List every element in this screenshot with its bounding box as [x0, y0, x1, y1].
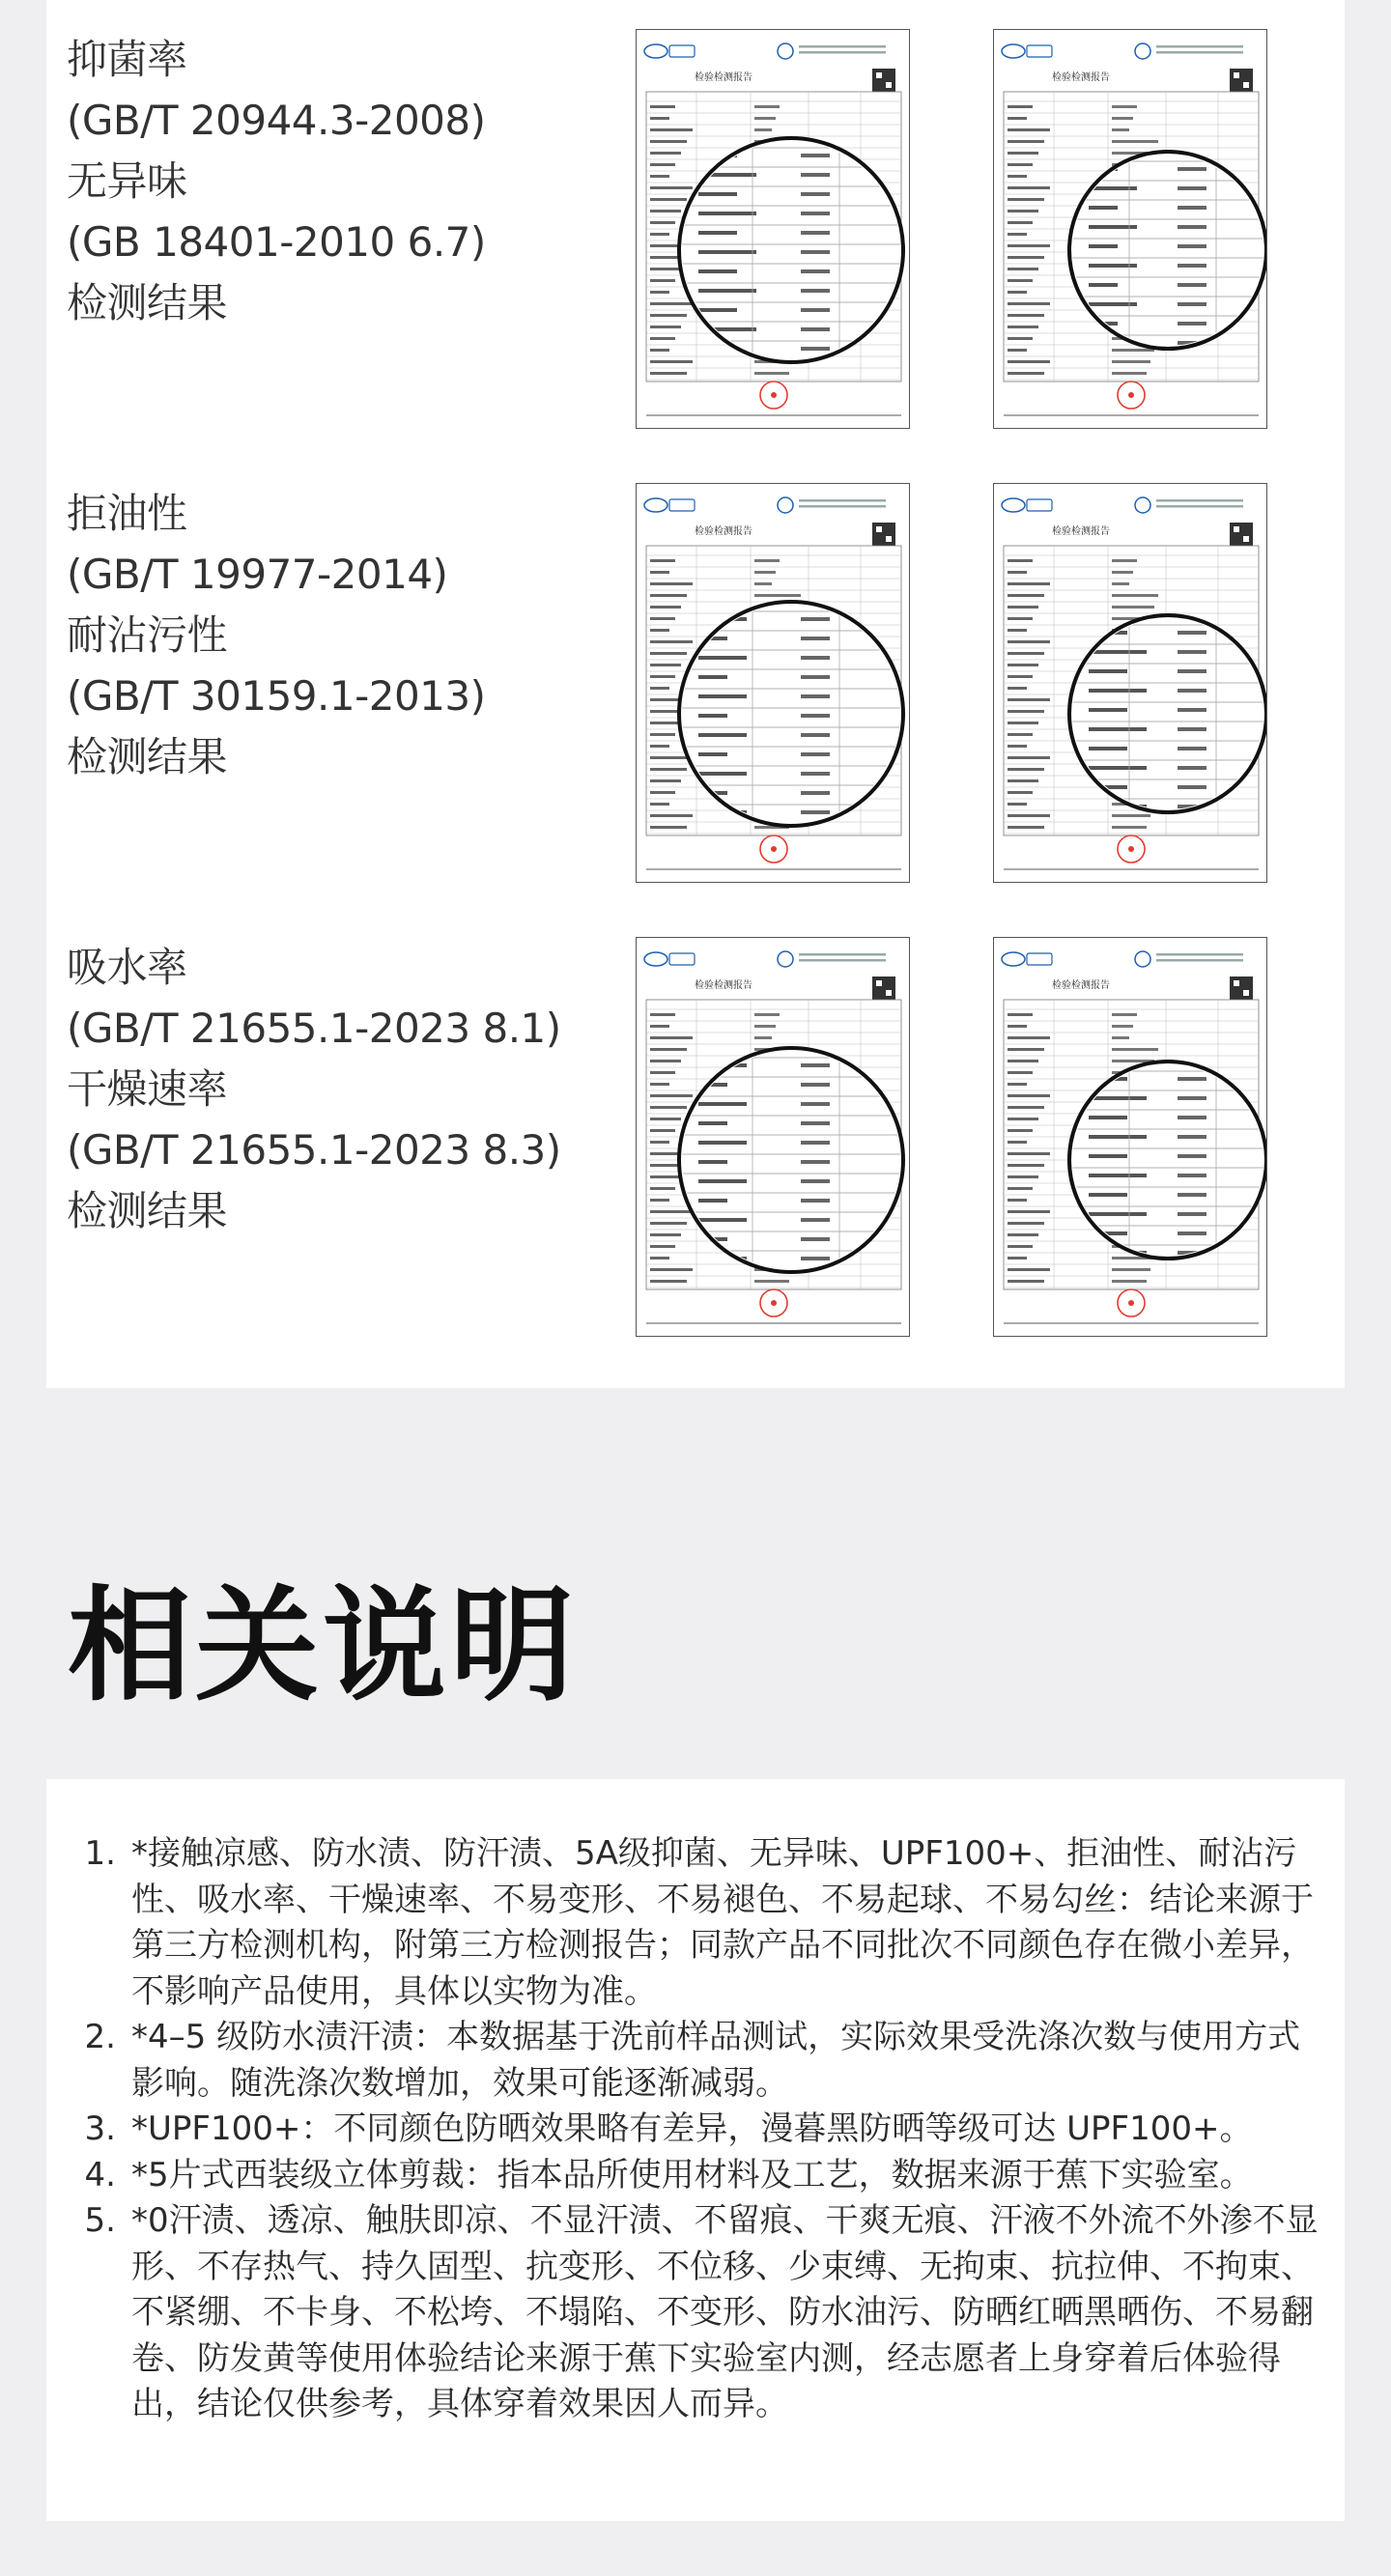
report-title: 检验检测报告 [1052, 72, 1110, 83]
qr-code-icon [1230, 69, 1253, 92]
notes-card [46, 1779, 1345, 2521]
cnas-logo-icon [1027, 953, 1052, 965]
label-line: 检测结果 [67, 279, 228, 326]
test-row-oil-repellency [46, 483, 1345, 889]
cert-logo-icon [644, 44, 667, 58]
qr-code-icon [1230, 977, 1253, 1000]
note-item [77, 2198, 1333, 2428]
cnas-logo-icon [1027, 45, 1052, 57]
label-line: 干燥速率 [67, 1065, 228, 1113]
note-number: 4. [84, 2155, 116, 2194]
test-row-label [67, 483, 486, 787]
cnas-logo-icon [669, 45, 695, 57]
qr-code-icon [1230, 523, 1253, 546]
label-line: 吸水率 [67, 944, 187, 991]
note-number: 3. [84, 2109, 116, 2148]
label-line: 无异味 [67, 157, 187, 205]
qr-code-icon [872, 523, 895, 546]
report-document-svg [637, 938, 910, 1337]
label-line: 检测结果 [67, 733, 228, 780]
test-report-image [993, 937, 1267, 1337]
note-item [77, 2153, 1333, 2199]
test-report-image [636, 483, 910, 883]
label-line: (GB/T 21655.1-2023 8.1) [67, 1005, 561, 1052]
section-title: 相关说明 [68, 1574, 579, 1718]
lab-logo-icon [1135, 951, 1150, 967]
magnifier-circle [1069, 615, 1266, 812]
cert-logo-icon [644, 498, 667, 512]
note-item [77, 2107, 1333, 2153]
report-document-svg [994, 484, 1267, 883]
label-line: 检测结果 [67, 1187, 228, 1234]
cert-logo-icon [1002, 952, 1025, 966]
report-title: 检验检测报告 [695, 980, 752, 991]
cert-logo-icon [1002, 44, 1025, 58]
test-row-antibacterial [46, 29, 1345, 435]
cert-logo-icon [1002, 498, 1025, 512]
lab-logo-icon [778, 497, 793, 513]
label-line: (GB/T 21655.1-2023 8.3) [67, 1126, 561, 1174]
note-number: 2. [84, 2018, 116, 2056]
cnas-logo-icon [1027, 499, 1052, 511]
label-line: (GB/T 20944.3-2008) [67, 97, 486, 144]
test-report-image [636, 937, 910, 1337]
note-text: *UPF100+：不同颜色防晒效果略有差异，漫暮黑防晒等级可达 UPF100+。 [131, 2109, 1253, 2148]
label-line: (GB 18401-2010 6.7) [67, 218, 486, 266]
note-number: 5. [84, 2201, 116, 2240]
report-document-svg [637, 30, 910, 429]
report-title: 检验检测报告 [1052, 526, 1110, 537]
cnas-logo-icon [669, 499, 695, 511]
report-title: 检验检测报告 [1052, 980, 1110, 991]
test-row-label [67, 937, 561, 1241]
test-row-label [67, 29, 486, 333]
note-item [77, 2015, 1333, 2107]
note-text: *0汗渍、透凉、触肤即凉、不显汗渍、不留痕、干爽无痕、汗液不外流不外渗不显形、不存热气、持久固型、抗变形、不位移、少束缚、无拘束、抗拉伸、不拘束、不紧绷、不卡身、不松垮、不塌陷、不变形、防水油污、防晒红晒黑晒伤、不易翻卷、防发黄等使用体验结论来源于蕉下实验室内测，经志愿者上身穿着后体验得出，结论仅供参考，具体穿着效果因人而异。 [131, 2201, 1319, 2423]
report-title: 检验检测报告 [695, 72, 752, 83]
label-line: 拒油性 [67, 490, 187, 537]
note-text: *4–5 级防水渍汗渍：本数据基于洗前样品测试，实际效果受洗涤次数与使用方式影响。随洗涤次数增加，效果可能逐渐减弱。 [131, 2018, 1301, 2103]
qr-code-icon [872, 977, 895, 1000]
report-document-svg [994, 30, 1267, 429]
notes-list [77, 1831, 1333, 2428]
note-item [77, 1831, 1333, 2015]
test-report-image [636, 29, 910, 429]
magnifier-circle [1069, 1062, 1266, 1259]
test-report-image [993, 29, 1267, 429]
lab-logo-icon [778, 43, 793, 59]
note-text: *5片式西装级立体剪裁：指本品所使用材料及工艺，数据来源于蕉下实验室。 [131, 2155, 1253, 2194]
note-text: *接触凉感、防水渍、防汗渍、5A级抑菌、无异味、UPF100+、拒油性、耐沾污性、吸水率、干燥速率、不易变形、不易褪色、不易起球、不易勾丝：结论来源于第三方检测机构，附第三方检测报告；同款产品不同批次不同颜色存在微小差异，不影响产品使用，具体以实物为准。 [131, 1834, 1314, 2011]
lab-logo-icon [778, 951, 793, 967]
note-number: 1. [84, 1834, 116, 1873]
test-report-image [993, 483, 1267, 883]
test-results-card [46, 0, 1345, 1388]
cert-logo-icon [644, 952, 667, 966]
report-title: 检验检测报告 [695, 526, 752, 537]
label-line: 耐沾污性 [67, 611, 228, 659]
test-row-water-absorption [46, 937, 1345, 1343]
label-line: 抑菌率 [67, 36, 187, 83]
qr-code-icon [872, 69, 895, 92]
report-document-svg [637, 484, 910, 883]
label-line: (GB/T 19977-2014) [67, 551, 448, 598]
lab-logo-icon [1135, 497, 1150, 513]
report-document-svg [994, 938, 1267, 1337]
label-line: (GB/T 30159.1-2013) [67, 672, 486, 720]
magnifier-circle [1069, 152, 1266, 349]
cnas-logo-icon [669, 953, 695, 965]
lab-logo-icon [1135, 43, 1150, 59]
